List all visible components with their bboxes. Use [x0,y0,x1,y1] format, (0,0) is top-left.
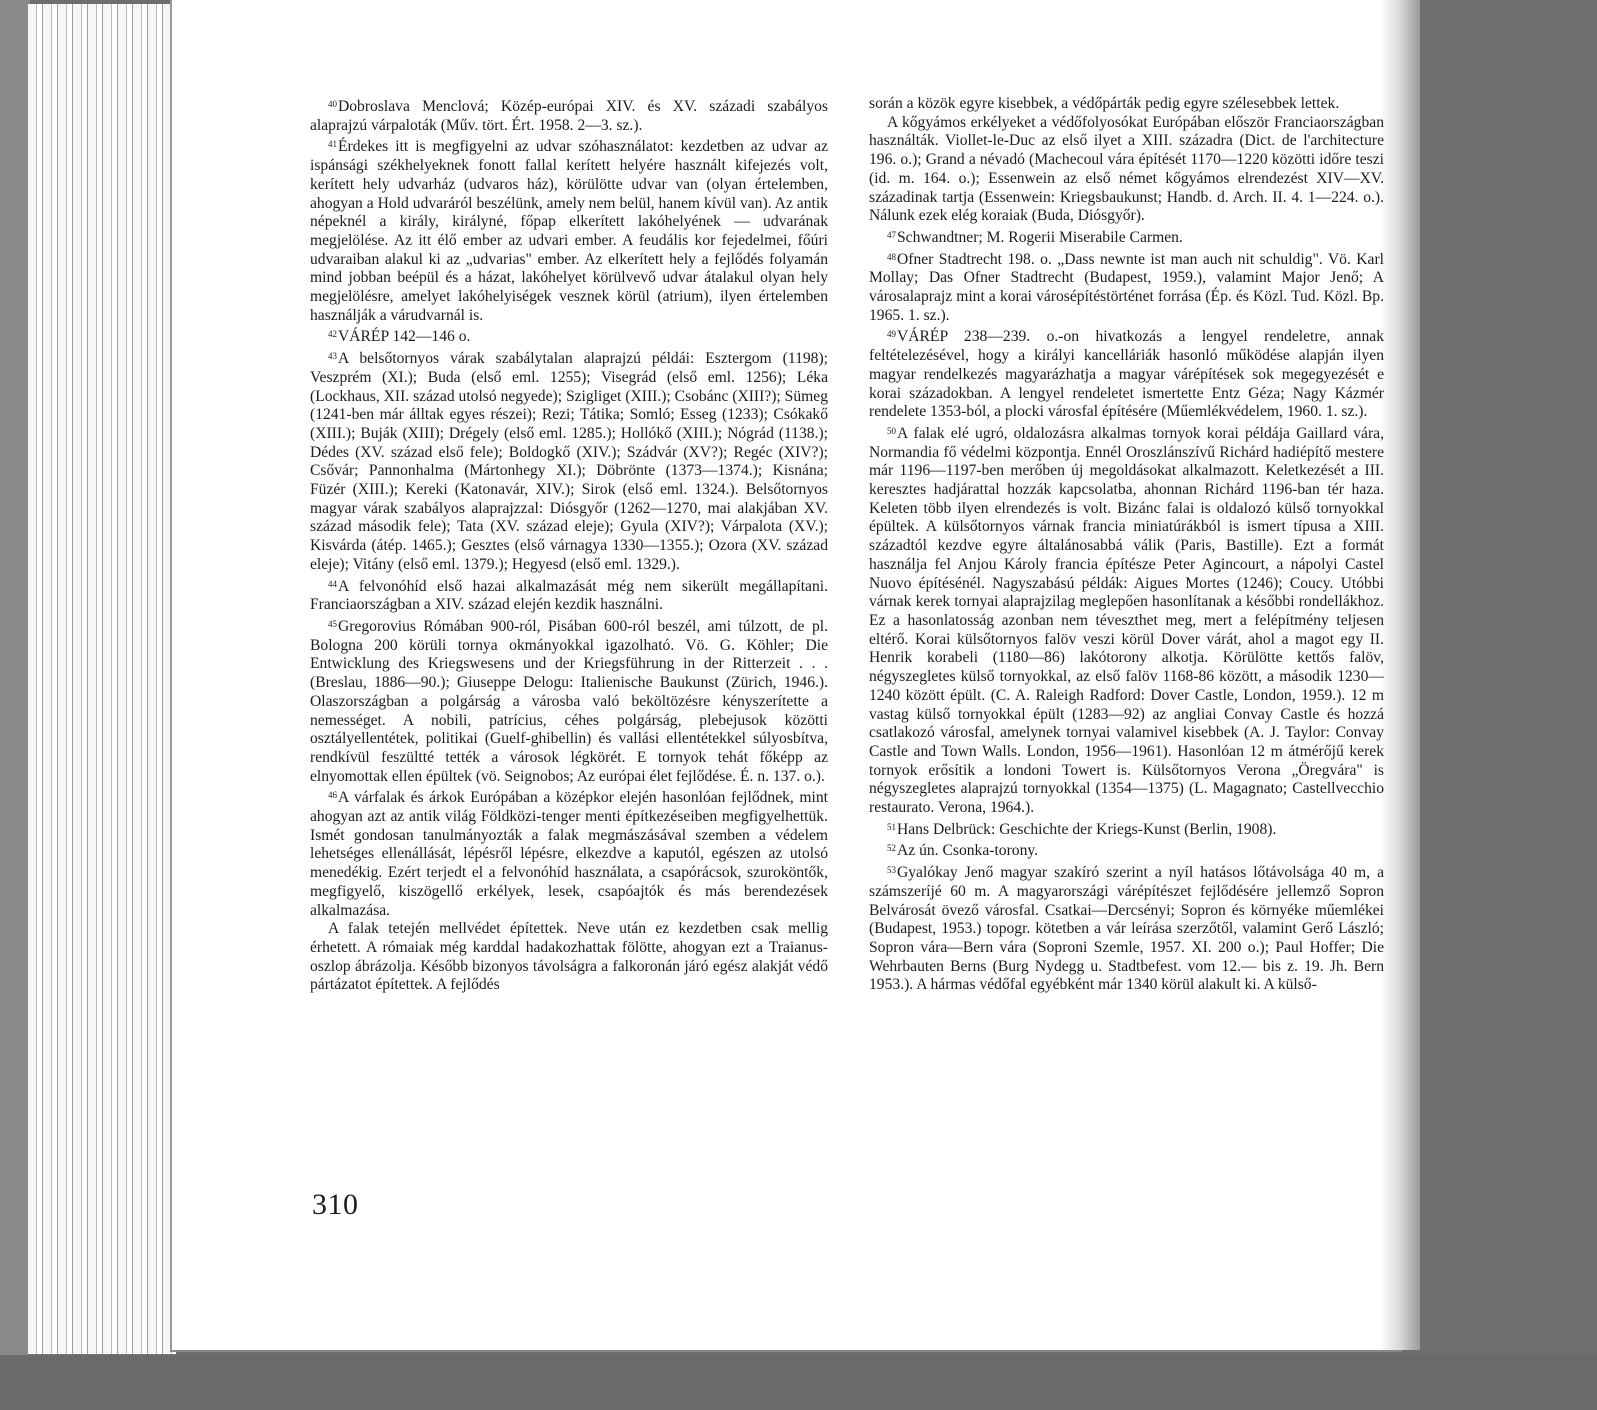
footnote-text: A falak tetején mellvédet építettek. Neve után ez kezdetben csak mellig érhetett. A rómaiak még karddal hadakozhattak fölötte, ahogyan ezt a Traianus-oszlop ábrázolja. Később bizonyos távolságra a falkoronán járó egész alakját védő pártázatot építettek. A fejlődés [310,920,828,994]
footnote-number: 44 [328,578,337,589]
footnote-text: Hans Delbrück: Geschichte der Kriegs-Kunst (Berlin, 1908). [897,820,1277,838]
footnote-text: Az ún. Csonka-torony. [897,842,1039,860]
footnote-text: A belsőtornyos várak szabálytalan alaprajzú példái: Esztergom (1198); Veszprém (XI.); Buda (első eml. 1255); Visegrád (első eml. 1256); Léka (Lockhaus, XII. század utolsó negyede); Szigliget (XIII.); Csobánc (XIII?); Sümeg (1241-ben már álltak egyes részei); Rezi; Tátika; Somló; Esseg (1233); Csókakő (XIII.); Buják (XIII); Drégely (első eml. 1285.); Hollókő (XIII.); Nógrád (1138.); Dédes (XV. század első fele); Boldogkő (XIV.); Szádvár (XV?); Regéc (XIV?); Csővár; Pannonhalma (Mártonhegy XI.); Döbrönte (1373—1374.); Kisnána; Füzér (XIII.); Kereki (Katonavár, XIV.); Sirok (első eml. 1324.). Belsőtornyos magyar várak szabályos alaprajzzal: Diósgyőr (1262—1270, mai alakjában XV. század második fele); Tata (XV. század eleje); Gyula (XIV?); Várpalota (XV.); Kisvárda (átép. 1465.); Gesztes (első várnagya 1330—1355.); Ozora (XV. század eleje); Vitány (első eml. 1379.); Hegyesd (első eml. 1329.). [310,350,828,573]
book-page-edges [28,4,176,1356]
book-gutter-curve [1380,0,1420,1350]
footnote-number: 49 [887,329,896,340]
footnote-text: A várfalak és árkok Európában a középkor elején hasonlóan fejlődnek, mint ahogyan azt az antik világ Földközi-tenger menti építkezéseiben megfigyelhettük. Ismét gondosan tanulmányozták a falak megmászásával szemben a védelem lehetséges ellenállását, lépésről lépésre, elkezdve a kaputól, egészen az utolsó menedékig. Ezért terjedt el a felvonóhíd használata, a csapórácsok, szuroköntők, megfigyelő, kiszögellő erkélyek, lesek, csapóajtók és más berendezések alkalmazása. [310,789,828,919]
footnote-text: VÁRÉP 238—239. o.-on hivatkozás a lengyel rendeletre, annak feltételezésével, hogy a királyi kancelláriák hasonló működése alapján ilyen magyar rendelkezés magyarázhatja a magyar várépítések sok megegyezését e korai századokban. A lengyel rendeletet ismertette Entz Géza; Nagy Kázmér rendelete 1353-ból, a plocki városfal építésére (Műemlékvédelem, 1960. 1. sz.). [869,328,1384,421]
footnote-text: Schwandtner; M. Rogerii Miserabile Carmen. [897,228,1183,246]
footnote-50 [869,422,1384,818]
footnote-53 [869,861,1384,995]
footnote-text: Érdekes itt is megfigyelni az udvar szóhasználatot: kezdetben az udvar az ispánsági székhelyeknek fonott fallal kerített helyére használt kifejezés volt, kerített hely udvarház (udvaros ház), körülötte udvar van (olyan értelemben, ahogyan a Hold udvaráról beszélünk, amely nem belül, hanem kívül van). Az antik népeknél a király, királyné, főpap elkerített lakóhelyének — udvarának megjelölése. Az itt élő ember az udvari ember. A feudális kor fejedelmei, főúri udvaraiban alakul ki az „udvarias" ember. Az elkerített hely a fejlődés folyamán mind jobban beépül és a házat, lakóhelyet körülvevő udvar átalakul olyan hely megjelölésre, amelyet lakóhelyiségek vesznek körül (atrium), ilyen értelemben használják a várudvarnál is. [310,138,828,324]
footnote-48 [869,248,1384,326]
scanner-background-right [1420,0,1597,1410]
footnote-number: 46 [328,790,337,801]
footnote-text: Gregorovius Rómában 900-ról, Pisában 600-ról beszél, ami túlzott, de pl. Bologna 200 körüli tornya okmányokkal igazolható. Vö. G. Köhler; Die Entwicklung des Kriegswesens und der Kriegsführung in der Ritterzeit . . . (Breslau, 1886—90.); Giuseppe Delogu: Italienische Baukunst (Zürich, 1946.). Olaszországban a polgárság a városba való beköltözésre kényszerítette a nemességet. A nobili, patrícius, céhes polgárság, plebejusok közötti osztályellentétek, politikai (Guelf-ghibellin) és vallási ellentétekkel súlyosbítva, rendkívül feszültté tették a városok légkörét. E tornyok tehát főképp az elnyomottak ellen épültek (vö. Seignobos; Az európai élet fejlődése. É. n. 137. o.). [310,617,828,785]
footnote-47 [869,226,1384,248]
footnote-number: 45 [328,618,337,629]
footnote-text: VÁRÉP 142—146 o. [338,328,471,346]
footnotes-right-column [869,95,1384,995]
footnote-number: 40 [328,99,337,109]
scanner-background-left [0,0,30,1410]
footnote-44 [310,575,828,615]
footnote-number: 48 [887,251,896,262]
footnote-number: 47 [887,229,896,240]
footnote-number: 52 [887,843,896,854]
footnote-46 [310,786,828,920]
footnote-49 [869,325,1384,422]
footnote-52 [869,839,1384,861]
footnote-number: 51 [887,821,896,832]
footnote-text: Dobroslava Menclová; Közép-európai XIV. és XV. századi szabályos alaprajzú várpaloták (Műv. tört. Ért. 1958. 2—3. sz.). [310,98,828,134]
paragraph [869,114,1384,226]
footnote-45 [310,615,828,786]
footnote-text: A falak elé ugró, oldalozásra alkalmas tornyok korai példája Gaillard vára, Normandia fő védelmi központja. Ennél Oroszlánszívű Richárd hadiépítő mestere már 1196—1197-ben merőben új megoldásokat alkalmazott. Keletkezését a III. keresztes hadjárattal hozzák kapcsolatba, ahonnan Richárd 1196-ban tér haza. Keleten több ilyen elrendezés is volt. Bizánc falai is oldalozó külső tornyokkal épültek. A külsőtornyos várnak francia miniatúrákból is ismert típusa a XIII. századtól kezdve egyre általánosabbá válik (Paris, Bastille). Ezt a formát használja fel Anjou Károly francia építésze Peter Agincourt, a nápolyi Castel Nuovo építésénél. Nagyszabású példák: Aigues Mortes (1246); Coucy. Utóbbi várnak kerek tornyai alaprajzilag meglepően hasonlítanak a későbbi rondellákhoz. Ez a hasonlatosság azonban nem téveszthet meg, mert a felépítmény teljesen eltérő. Korai külsőtornyos falöv veszi körül Dover várát, ahol a magot egy II. Henrik korabeli (1180—86) lakótorony alkotja. Körülötte kettős falöv, négyszegletes külső tornyokkal, az első falöv 1168-86 között, a második 1230—1240 között épült. (C. A. Raleigh Radford: Dover Castle, London, 1959.). 12 m vastag külső tornyokkal épült (1283—92) az angliai Convay Castle és hozzá csatlakozó városfal, amelynek tornyai valamivel kisebbek (A. J. Taylor: Convay Castle and Town Walls. London, 1956—1961). Hasonlóan 12 m átmérőjű kerek tornyok erősítik a londoni Towert is. Külsőtornyos Verona „Öregvára" is négyszegletes alaprajzú tornyokkal (1354—1375) (L. Magagnato; Castellvecchio restaurato. Verona, 1964.). [869,424,1384,817]
footnote-number: 50 [887,425,896,436]
footnote-text: A felvonóhíd első hazai alkalmazását még nem sikerült megállapítani. Franciaországban a XIV. század elején kezdik használni. [310,577,828,614]
footnote-text: Gyalókay Jenő magyar szakíró szerint a nyíl hatásos lőtávolsága 40 m, a számszeríjé 60 m. A magyarországi várépítészet fejlődésére jellemző Sopron Belvárosát övező városfal. Csatkai—Dercsényi; Sopron és környéke műemlékei (Budapest, 1953.) topogr. kötetben a vár leírása szerzőtől, valamint Gerő László; Sopron vára—Bern vára (Soproni Szemle, 1957. XI. 200 o.); Paul Hoffer; Die Wehrbauten Berns (Burg Nydegg u. Stadtbefest. vom 12.— bis z. 19. Jh. Bern 1953.). A hármas védőfal egyébként már 1340 körül alakult ki. A külső- [869,864,1384,994]
footnote-42 [310,325,828,347]
footnote-number: 41 [328,139,337,150]
footnote-text: során a közök egyre kisebbek, a védőpárták pedig egyre szélesebbek lettek. [869,95,1340,112]
footnote-text: A kőgyámos erkélyeket a védőfolyosókat Európában először Franciaországban használták. Viollet-le-Duc az első ilyet a XIII. századra (Dict. de l'architecture 196. o.); Grand a névadó (Machecoul vára építését 1170—1220 közötti időre teszi (id. m. 164. o.); Essenwein az első német kőgyámos elrendezést XIV—XV. századinak tartja (Essenwein: Kriegsbaukunst; Handb. d. Arch. II. 4. 1—224. o.). Nálunk ezek elég koraiak (Buda, Diósgyőr). [869,113,1384,225]
footnote-41 [310,135,828,325]
footnote-51 [869,818,1384,840]
footnote-number: 53 [887,865,896,876]
footnote-number: 42 [328,329,337,340]
footnote-number: 43 [328,351,337,362]
footnote-40 [310,95,828,135]
footnote-43 [310,347,828,574]
footnotes-left-column [310,95,828,995]
paragraph [869,95,1384,114]
paragraph [310,920,828,995]
footnote-text: Ofner Stadtrecht 198. o. „Dass newnte ist man auch nit schuldig". Vö. Karl Mollay; Das Ofner Stadtrecht (Budapest, 1959.), valamint Major Jenő; A városalaprajz mint a korai városépítéstörténet forrása (Ép. és Közl. Tud. Közl. Bp. 1965. 1. sz.). [869,250,1384,324]
page-number: 310 [312,1188,359,1221]
scanner-background-bottom [0,1355,1597,1410]
